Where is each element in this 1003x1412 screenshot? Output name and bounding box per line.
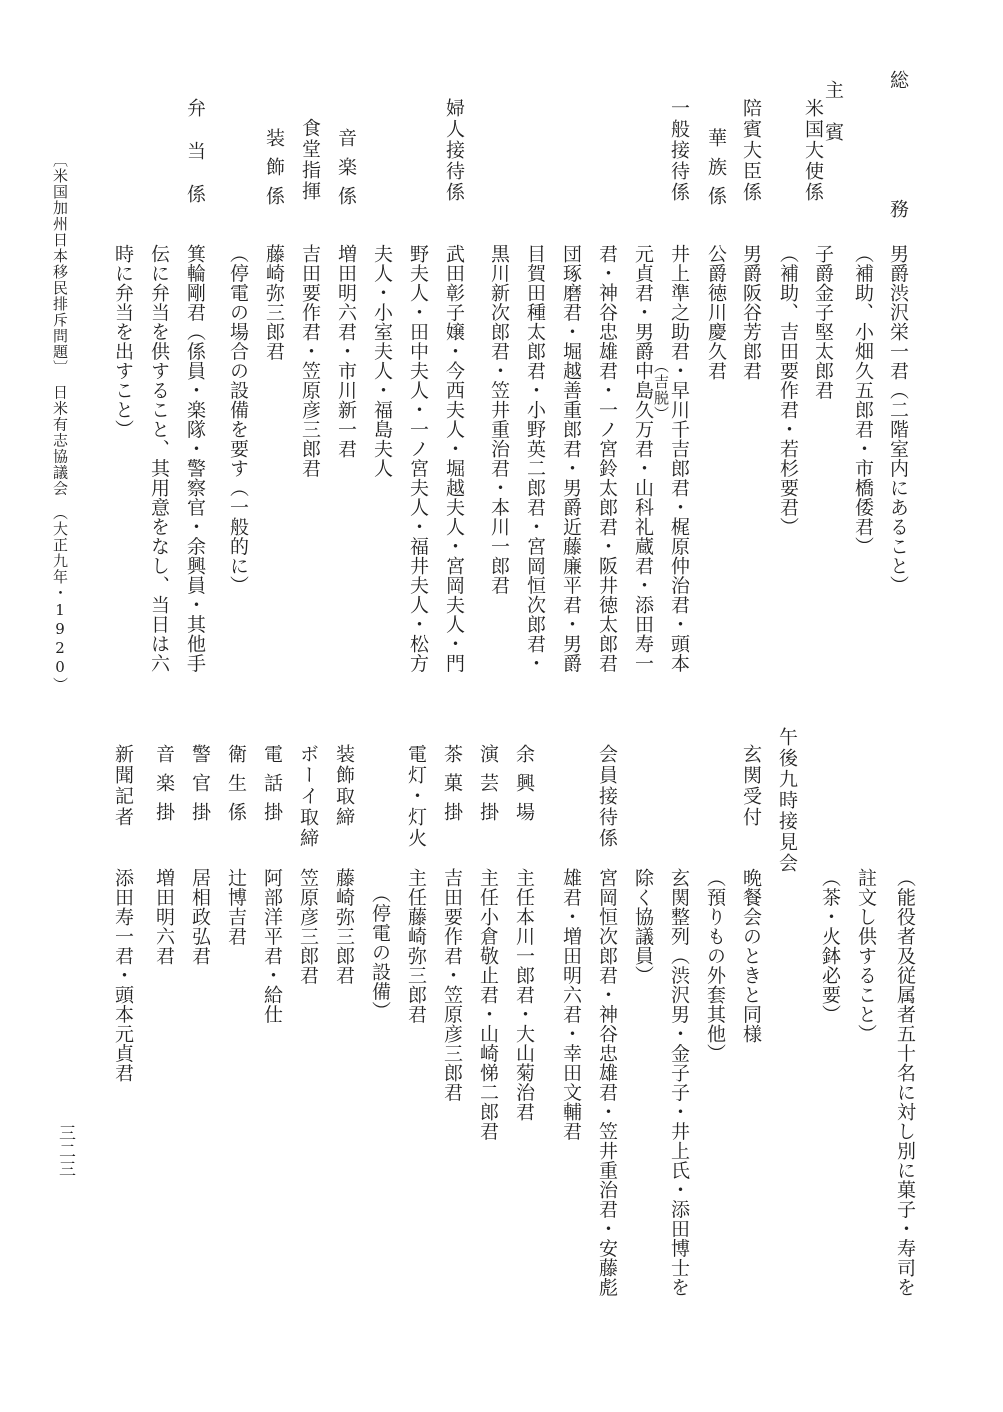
entry-text: （停電の場合の設備を要す（一般的に） xyxy=(227,244,249,595)
entry-text: 除く協議員） xyxy=(632,868,654,985)
entry-text: 伝に弁当を供すること、其用意をなし、当日は六 xyxy=(148,244,170,673)
heading: 電灯・灯火 xyxy=(405,744,427,849)
heading: 午後九時接見会 xyxy=(776,727,798,874)
heading: 演芸掛 xyxy=(477,744,499,831)
heading: ボーイ取締 xyxy=(297,744,319,849)
entry-text: 註文し供すること） xyxy=(855,868,877,1044)
heading: 食堂指揮 xyxy=(299,118,321,202)
heading: 電話掛 xyxy=(261,744,283,831)
entry-text: 添田寿一君・頭本元貞君 xyxy=(112,868,134,1083)
heading: 総 務 xyxy=(887,70,909,242)
heading: 余興場 xyxy=(513,744,535,831)
entry-text: 男爵渋沢栄一君（二階室内にあること） xyxy=(887,244,909,595)
entry-text: 吉田要作君・笠原彦三郎君 xyxy=(299,244,321,478)
entry-text: 子爵金子堅太郎君 xyxy=(812,244,834,400)
entry-text: 辻博吉君 xyxy=(225,868,247,946)
heading: 茶菓掛 xyxy=(441,744,463,831)
heading: 装飾取締 xyxy=(333,744,355,828)
heading: 警官掛 xyxy=(189,744,211,831)
entry-text: 団琢磨君・堀越善重郎君・男爵近藤廉平君・男爵 xyxy=(560,244,582,673)
entry-text: 雄君・増田明六君・幸田文輔君 xyxy=(560,868,582,1141)
heading: 新聞記者 xyxy=(112,744,134,828)
entry-text: 藤崎弥三郎君 xyxy=(333,868,355,985)
entry-text: 夫人・小室夫人・福島夫人 xyxy=(371,244,393,478)
heading: 弁当係 xyxy=(184,98,206,227)
heading: 主 賓 xyxy=(822,80,844,143)
entry-text: 主任本川一郎君・大山菊治君 xyxy=(513,868,535,1122)
annotation: （吉脱） xyxy=(652,358,670,422)
entry-text: 男爵阪谷芳郎君 xyxy=(740,244,762,381)
entry-text: 主任藤崎弥三郎君 xyxy=(405,868,427,1024)
heading: 陪賓大臣係 xyxy=(740,98,762,203)
entry-text: （補助、吉田要作君・若杉要君） xyxy=(777,244,799,537)
entry-text: 時に弁当を出すこと） xyxy=(112,244,134,439)
source-caption: 〔米国加州日本移民排斥問題〕 日米有志協議会 （大正九年・1920） xyxy=(51,152,69,693)
heading: 衛生係 xyxy=(225,744,247,831)
entry-text: 目賀田種太郎君・小野英二郎君・宮岡恒次郎君・ xyxy=(524,244,546,673)
entry-text: 増田明六君・市川新一君 xyxy=(335,244,357,459)
heading: 華族係 xyxy=(705,128,727,215)
entry-text: 野夫人・田中夫人・一ノ宮夫人・福井夫人・松方 xyxy=(407,244,429,673)
entry-text: 笠原彦三郎君 xyxy=(297,868,319,985)
entry-text: 公爵徳川慶久君 xyxy=(705,244,727,381)
entry-text: （能役者及従属者五十名に対し別に菓子・寿司を xyxy=(894,868,916,1297)
entry-text: 増田明六君 xyxy=(153,868,175,966)
entry-text: 居相政弘君 xyxy=(189,868,211,966)
entry-text: （預りもの外套其他） xyxy=(704,868,726,1063)
heading: 一般接待係 xyxy=(668,98,690,203)
entry-text: 箕輪剛君（係員・楽隊・警察官・余興員・其他手 xyxy=(184,244,206,673)
page-number: 三二三 xyxy=(55,1124,75,1178)
heading: 装飾係 xyxy=(263,128,285,215)
entry-text: （補助、小畑久五郎君・市橋倭君） xyxy=(852,244,874,556)
entry-text: 黒川新次郎君・笠井重治君・本川一郎君 xyxy=(488,244,510,595)
entry-text: 君・神谷忠雄君・一ノ宮鈴太郎君・阪井徳太郎君 xyxy=(596,244,618,673)
entry-text: 主任小倉敬止君・山崎悌二郎君 xyxy=(477,868,499,1141)
entry-text: 武田彰子嬢・今西夫人・堀越夫人・宮岡夫人・門 xyxy=(443,244,465,673)
heading: 音楽掛 xyxy=(153,744,175,831)
entry-text: 元貞君・男爵中島久万君・山科礼蔵君・添田寿一 xyxy=(632,244,654,673)
heading: 米国大使係 xyxy=(802,98,824,203)
entry-text: 玄関整列（渋沢男・金子子・井上氏・添田博士を xyxy=(668,868,690,1297)
entry-text: （停電の設備） xyxy=(369,884,391,1021)
entry-text: 吉田要作君・笠原彦三郎君 xyxy=(441,868,463,1102)
entry-text: （茶・火鉢必要） xyxy=(819,868,841,1024)
entry-text: 藤崎弥三郎君 xyxy=(263,244,285,361)
heading: 婦人接待係 xyxy=(443,98,465,203)
entry-text: 阿部洋平君・給仕 xyxy=(261,868,283,1024)
entry-text: 宮岡恒次郎君・神谷忠雄君・笠井重治君・安藤彪 xyxy=(596,868,618,1297)
entry-text: 井上準之助君・早川千吉郎君・梶原仲治君・頭本 xyxy=(668,244,690,673)
heading: 音楽係 xyxy=(335,128,357,215)
entry-text: 晩餐会のときと同様 xyxy=(740,868,762,1044)
heading: 会員接待係 xyxy=(596,744,618,849)
heading: 玄関受付 xyxy=(740,744,762,828)
